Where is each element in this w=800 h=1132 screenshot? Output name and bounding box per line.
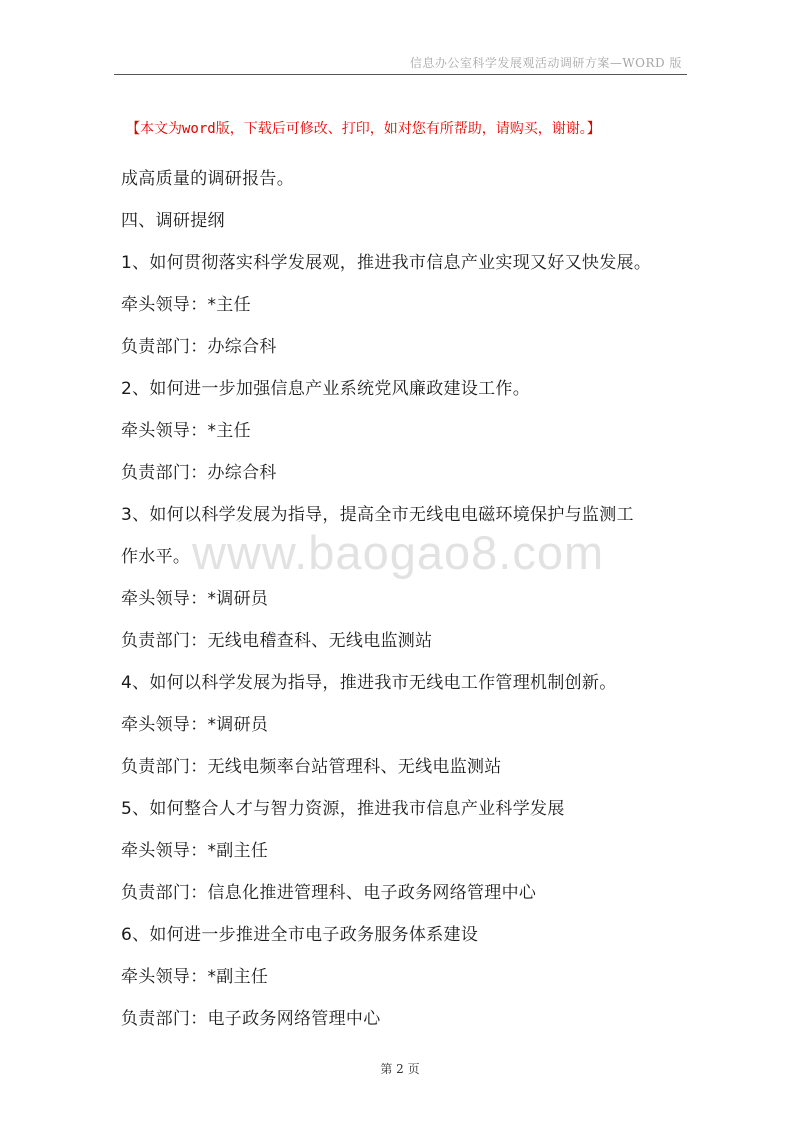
responsible-department: 负责部门：办综合科 <box>121 463 277 483</box>
outline-item: 1、如何贯彻落实科学发展观，推进我市信息产业实现又好又快发展。 <box>121 253 652 273</box>
lead-leader: 牵头领导：*主任 <box>121 295 251 315</box>
responsible-department: 负责部门：信息化推进管理科、电子政务网络管理中心 <box>121 883 537 903</box>
outline-item: 2、如何进一步加强信息产业系统党风廉政建设工作。 <box>121 379 531 399</box>
lead-leader: 牵头领导：*调研员 <box>121 589 269 609</box>
responsible-department: 负责部门：电子政务网络管理中心 <box>121 1009 381 1029</box>
lead-leader: 牵头领导：*副主任 <box>121 841 269 861</box>
header-divider <box>114 74 687 75</box>
paragraph-line: 成高质量的调研报告。 <box>121 169 294 189</box>
outline-item: 4、如何以科学发展为指导，推进我市无线电工作管理机制创新。 <box>121 673 617 693</box>
responsible-department: 负责部门：无线电稽查科、无线电监测站 <box>121 631 433 651</box>
outline-item-continuation: 作水平。 <box>121 547 191 567</box>
purchase-notice: 【本文为word版，下载后可修改、打印，如对您有所帮助，请购买，谢谢。】 <box>126 121 601 137</box>
outline-item: 3、如何以科学发展为指导，提高全市无线电电磁环境保护与监测工 <box>121 505 634 525</box>
lead-leader: 牵头领导：*调研员 <box>121 715 269 735</box>
document-body <box>121 166 691 1048</box>
section-heading: 四、调研提纲 <box>121 211 225 231</box>
header-title: 信息办公室科学发展观活动调研方案—WORD 版 <box>409 56 682 70</box>
watermark: www.baogao8.com <box>192 526 605 579</box>
page-number: 第 2 页 <box>380 1062 420 1076</box>
responsible-department: 负责部门：办综合科 <box>121 337 277 357</box>
lead-leader: 牵头领导：*主任 <box>121 421 251 441</box>
lead-leader: 牵头领导：*副主任 <box>121 967 269 987</box>
responsible-department: 负责部门：无线电频率台站管理科、无线电监测站 <box>121 757 502 777</box>
outline-item: 6、如何进一步推进全市电子政务服务体系建设 <box>121 925 479 945</box>
outline-item: 5、如何整合人才与智力资源，推进我市信息产业科学发展 <box>121 799 565 819</box>
